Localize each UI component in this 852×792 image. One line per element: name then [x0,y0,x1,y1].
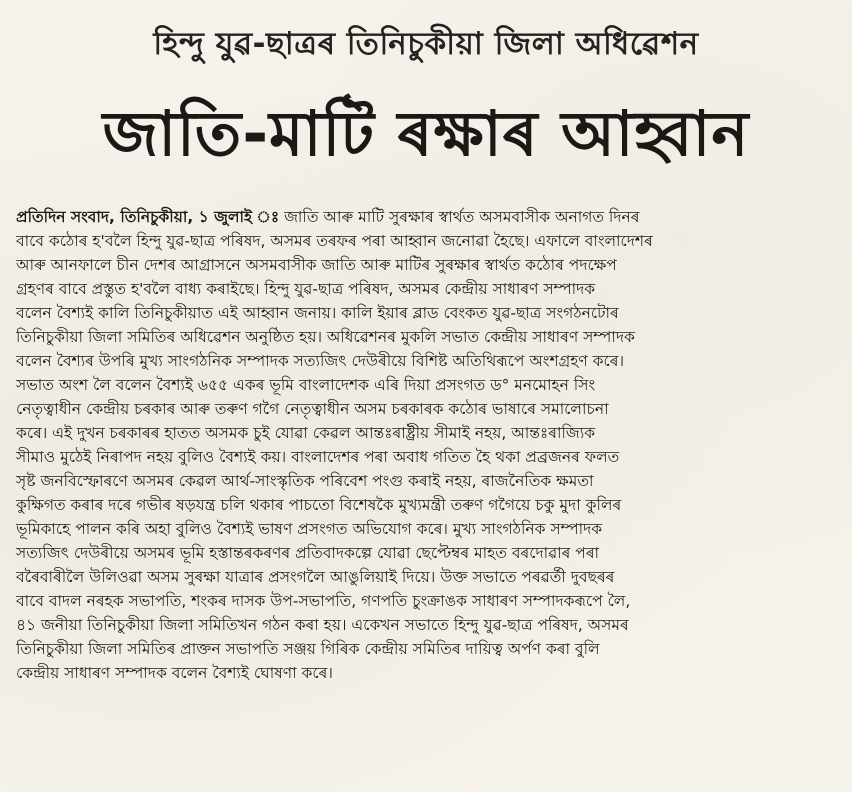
article-line: ৪১ জনীয়া তিনিচুকীয়া জিলা সমিতিখন গঠন কৰা হয়। একেখন সভাতে হিন্দু যুৱ-ছাত্ৰ পৰিষদ, অসমৰ [16,616,629,634]
article-line: কৰে। এই দুখন চৰকাৰৰ হাতত অসমক চুই যোৱা কেৱল আন্তঃৰাষ্ট্ৰীয় সীমাই নহয়, আন্তঃৰাজ্যিক [16,424,596,442]
article-line: সত্যজিৎ দেউৰীয়ে অসমৰ ভূমি হস্তান্তৰকৰণৰ প্ৰতিবাদকল্পে যোৱা ছেপ্টেম্বৰ মাহত বৰদোৱাৰ পৰা [16,544,600,562]
article-line: কুক্ষিগত কৰাৰ দৰে গভীৰ ষড়যন্ত্ৰ চলি থকাৰ পাচতো বিশেষকৈ মুখ্যমন্ত্ৰী তৰুণ গগৈয়ে চকু মুদা কুলিৰ [16,496,622,514]
article-line: আৰু আনফালে চীন দেশৰ আগ্ৰাসনে অসমবাসীক জাতি আৰু মাটিৰ সুৰক্ষাৰ স্বাৰ্থত কঠোৰ পদক্ষেপ [16,256,617,274]
article-line: কেন্দ্ৰীয় সাধাৰণ সম্পাদক বলেন বৈশ্যই ঘোষণা কৰে। [16,664,333,682]
article-line: গ্ৰহণৰ বাবে প্ৰস্তুত হ'বলৈ বাধ্য কৰাইছে। হিন্দু যুৱ-ছাত্ৰ পৰিষদ, অসমৰ কেন্দ্ৰীয় সাধাৰণ সম্পাদক [16,280,596,298]
article-line: বাবে বাদল নৰহক সভাপতি, শংকৰ দাসক উপ-সভাপতি, গণপতি চুংক্ৰাঙক সাধাৰণ সম্পাদকৰূপে লৈ, [16,592,631,610]
kicker-headline: হিন্দু যুৱ-ছাত্ৰৰ তিনিচুকীয়া জিলা অধিৱেশন [153,26,699,62]
article-line-text: জাতি আৰু মাটি সুৰক্ষাৰ স্বাৰ্থত অসমবাসীক অনাগত দিনৰ [284,208,640,226]
article-line: তিনিচুকীয়া জিলা সমিতিৰ অধিৱেশন অনুষ্ঠিত হয়। অধিৱেশনৰ মুকলি সভাত কেন্দ্ৰীয় সাধাৰণ সম্পাদক [16,328,635,346]
article-line: বলেন বৈশ্যই কালি তিনিচুকীয়াত এই আহ্বান জনায়। কালি ইয়াৰ ব্লাড বেংকত যুৱ-ছাত্ৰ সংগঠনটোৰ [16,304,619,322]
article-line [16,205,838,229]
article-line: বৰৈবাৰীলৈ উলিওৱা অসম সুৰক্ষা যাত্ৰাৰ প্ৰসংগলৈ আঙুলিয়াই দিয়ে। উক্ত সভাতে পৰৱৰ্তী দুবছৰৰ [16,568,615,586]
article-line: ভূমিকাহে পালন কৰি অহা বুলিও বৈশ্যই ভাষণ প্ৰসংগত অভিযোগ কৰে। মুখ্য সাংগঠনিক সম্পাদক [16,520,603,538]
main-headline: জাতি-মাটি ৰক্ষাৰ আহ্বান [102,97,750,170]
article-line: বাবে কঠোৰ হ'বলৈ হিন্দু যুৱ-ছাত্ৰ পৰিষদ, অসমৰ তৰফৰ পৰা আহ্বান জনোৱা হৈছে। এফালে বাংলাদেশৰ [16,232,653,250]
article-line: তিনিচুকীয়া জিলা সমিতিৰ প্ৰাক্তন সভাপতি সঞ্জয় গিৰিক কেন্দ্ৰীয় সমিতিৰ দায়িত্ব অৰ্পণ কৰা বুলি [16,640,600,658]
article-line: নেতৃত্বাধীন কেন্দ্ৰীয় চৰকাৰ আৰু তৰুণ গগৈ নেতৃত্বাধীন অসম চৰকাৰক কঠোৰ ভাষাৰে সমালোচনা [16,400,609,418]
article-line: সভাত অংশ লৈ বলেন বৈশ্যই ৬৫৫ একৰ ভূমি বাংলাদেশক এৰি দিয়া প্ৰসংগত ড° মনমোহন সিং [16,376,596,394]
article-line: বলেন বৈশ্যৰ উপৰি মুখ্য সাংগঠনিক সম্পাদক সত্যজিৎ দেউৰীয়ে বিশিষ্ট অতিথিৰূপে অংশগ্ৰহণ কৰে। [16,352,625,370]
article-line: সীমাও মুঠেই নিৰাপদ নহয় বুলিও বৈশ্যই কয়। বাংলাদেশৰ পৰা অবাধ গতিত হৈ থকা প্ৰব্ৰজনৰ ফলত [16,448,620,466]
dateline: প্ৰতিদিন সংবাদ, তিনিচুকীয়া, ১ জুলাই ঃ [16,208,280,226]
article-line: সৃষ্ট জনবিস্ফোৰণে অসমৰ কেৱল আৰ্থ-সাংস্কৃতিক পৰিবেশ পংগু কৰাই নহয়, ৰাজনৈতিক ক্ষমতা [16,472,594,490]
article-body [16,205,838,685]
